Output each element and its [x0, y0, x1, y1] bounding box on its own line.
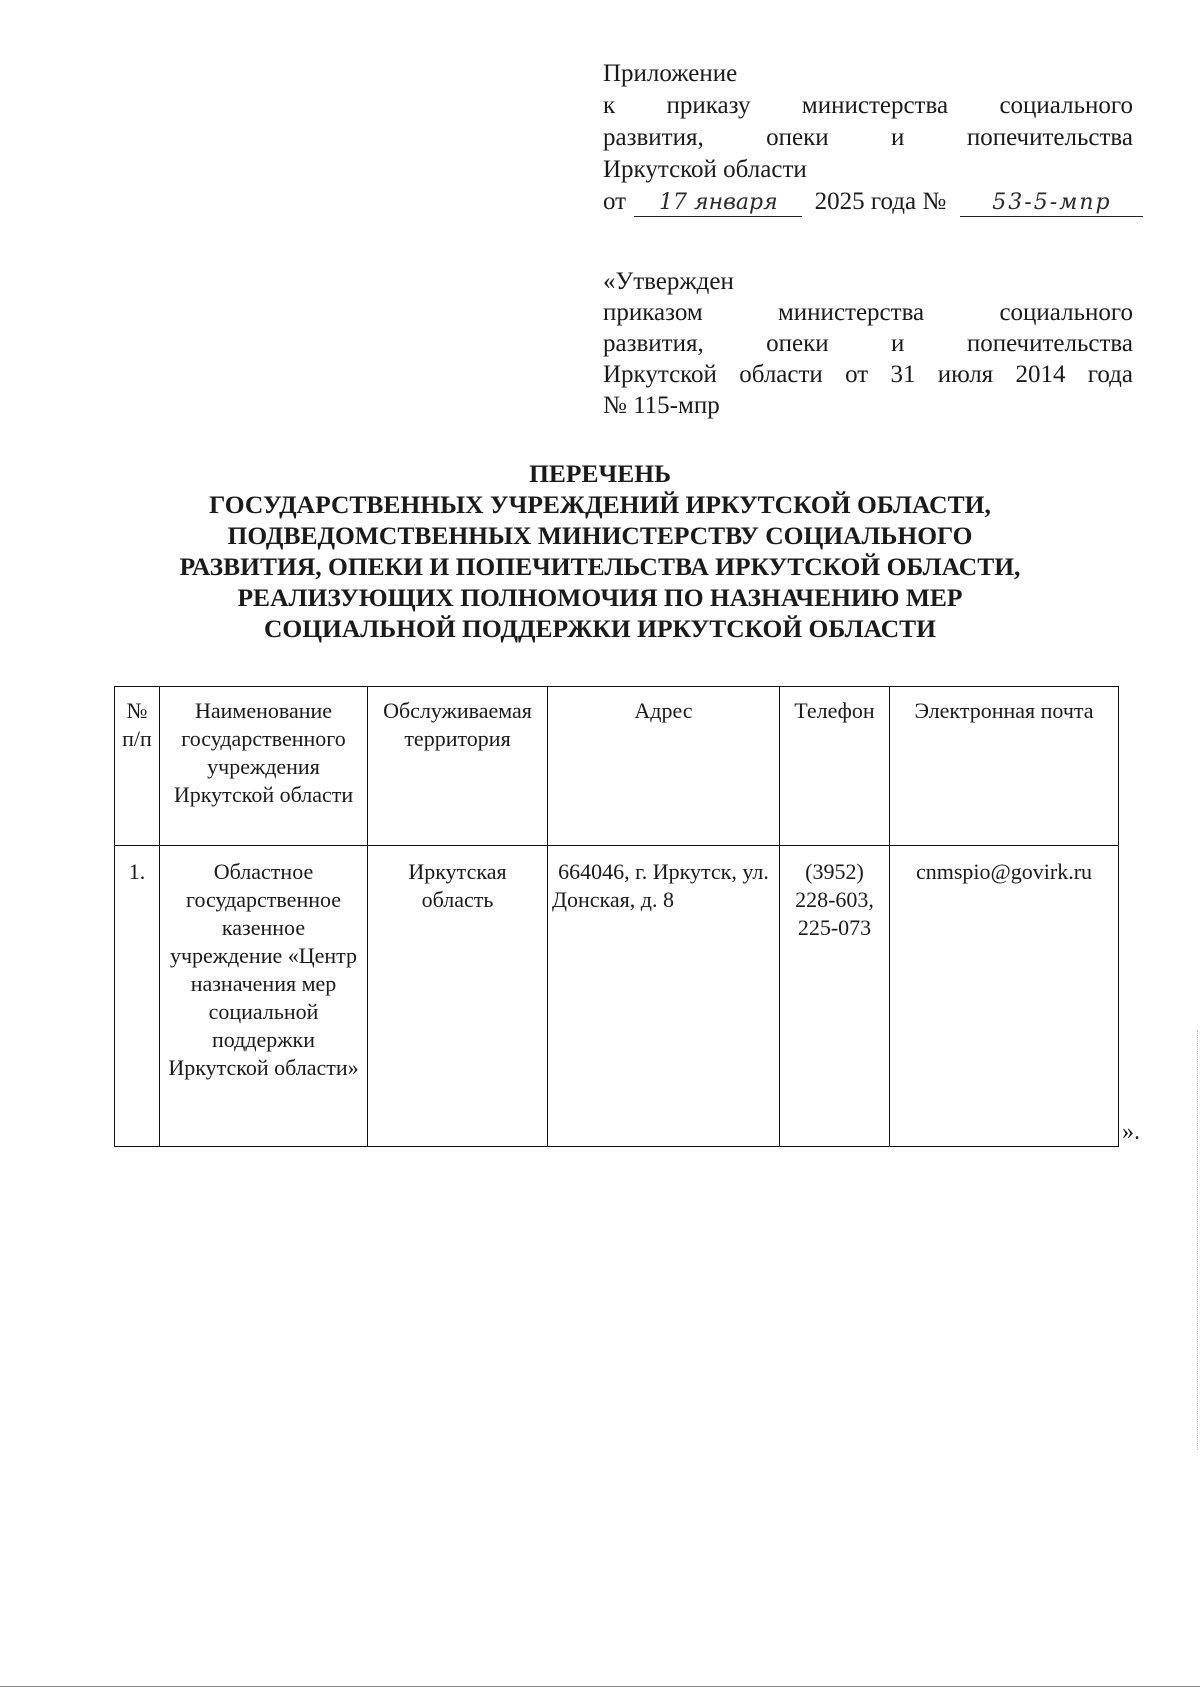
header-phone: Телефон: [780, 687, 890, 846]
handwritten-order-number: 53-5-мпр: [960, 190, 1143, 217]
header-email: Электронная почта: [890, 687, 1119, 846]
appendix-line: развития, опеки и попечительства: [603, 124, 1133, 151]
approved-line: приказом министерства социального: [603, 299, 1133, 326]
appendix-heading: Приложение: [603, 60, 738, 87]
approved-line: № 115-мпр: [603, 392, 720, 419]
scan-edge-artifact: [1196, 1030, 1198, 1450]
cell-email: cnmspio@govirk.ru: [890, 846, 1119, 1147]
cell-phone: (3952) 228-603, 225-073: [780, 846, 890, 1147]
header-name: Наименование государственного учреждения Иркутской области: [160, 687, 368, 846]
cell-address: 664046, г. Иркутск, ул. Донская, д. 8: [548, 846, 780, 1147]
appendix-line: Иркутской области: [603, 156, 807, 183]
table-header-row: [115, 687, 1119, 846]
cell-territory: Иркутская область: [368, 846, 548, 1147]
approved-line: Иркутской области от 31 июля 2014 года: [603, 361, 1133, 388]
appendix-line: к приказу министерства социального: [603, 92, 1133, 119]
cell-num: 1.: [115, 846, 160, 1147]
closing-quote-mark: ».: [1122, 1119, 1140, 1145]
header-address: Адрес: [548, 687, 780, 846]
document-title: [100, 458, 1100, 644]
order-date-line: [603, 186, 1133, 218]
title-line: ГОСУДАРСТВЕННЫХ УЧРЕЖДЕНИЙ ИРКУТСКОЙ ОБЛАСТИ,: [209, 490, 991, 519]
header-territory: Обслуживаемая территория: [368, 687, 548, 846]
cell-name: Областное государственное казенное учреждение «Центр назначения мер социальной поддержки Иркутской области»: [160, 846, 368, 1147]
title-line: ПЕРЕЧЕНЬ: [529, 459, 671, 488]
appendix-block: [603, 58, 1133, 218]
approved-line: развития, опеки и попечительства: [603, 330, 1133, 357]
approved-block: [603, 266, 1133, 421]
table-row: [115, 846, 1119, 1147]
approved-heading: «Утвержден: [603, 268, 734, 295]
year-text: 2025 года №: [814, 188, 947, 215]
title-line: РЕАЛИЗУЮЩИХ ПОЛНОМОЧИЯ ПО НАЗНАЧЕНИЮ МЕР: [237, 583, 963, 612]
scan-bottom-edge: [0, 1686, 1200, 1687]
handwritten-date: 17 января: [634, 190, 802, 217]
title-line: ПОДВЕДОМСТВЕННЫХ МИНИСТЕРСТВУ СОЦИАЛЬНОГО: [227, 521, 973, 550]
institutions-table: [114, 686, 1119, 1147]
header-num: № п/п: [115, 687, 160, 846]
title-line: СОЦИАЛЬНОЙ ПОДДЕРЖКИ ИРКУТСКОЙ ОБЛАСТИ: [263, 614, 937, 643]
from-prefix: от: [603, 188, 627, 215]
title-line: РАЗВИТИЯ, ОПЕКИ И ПОПЕЧИТЕЛЬСТВА ИРКУТСКОЙ ОБЛАСТИ,: [179, 552, 1021, 581]
